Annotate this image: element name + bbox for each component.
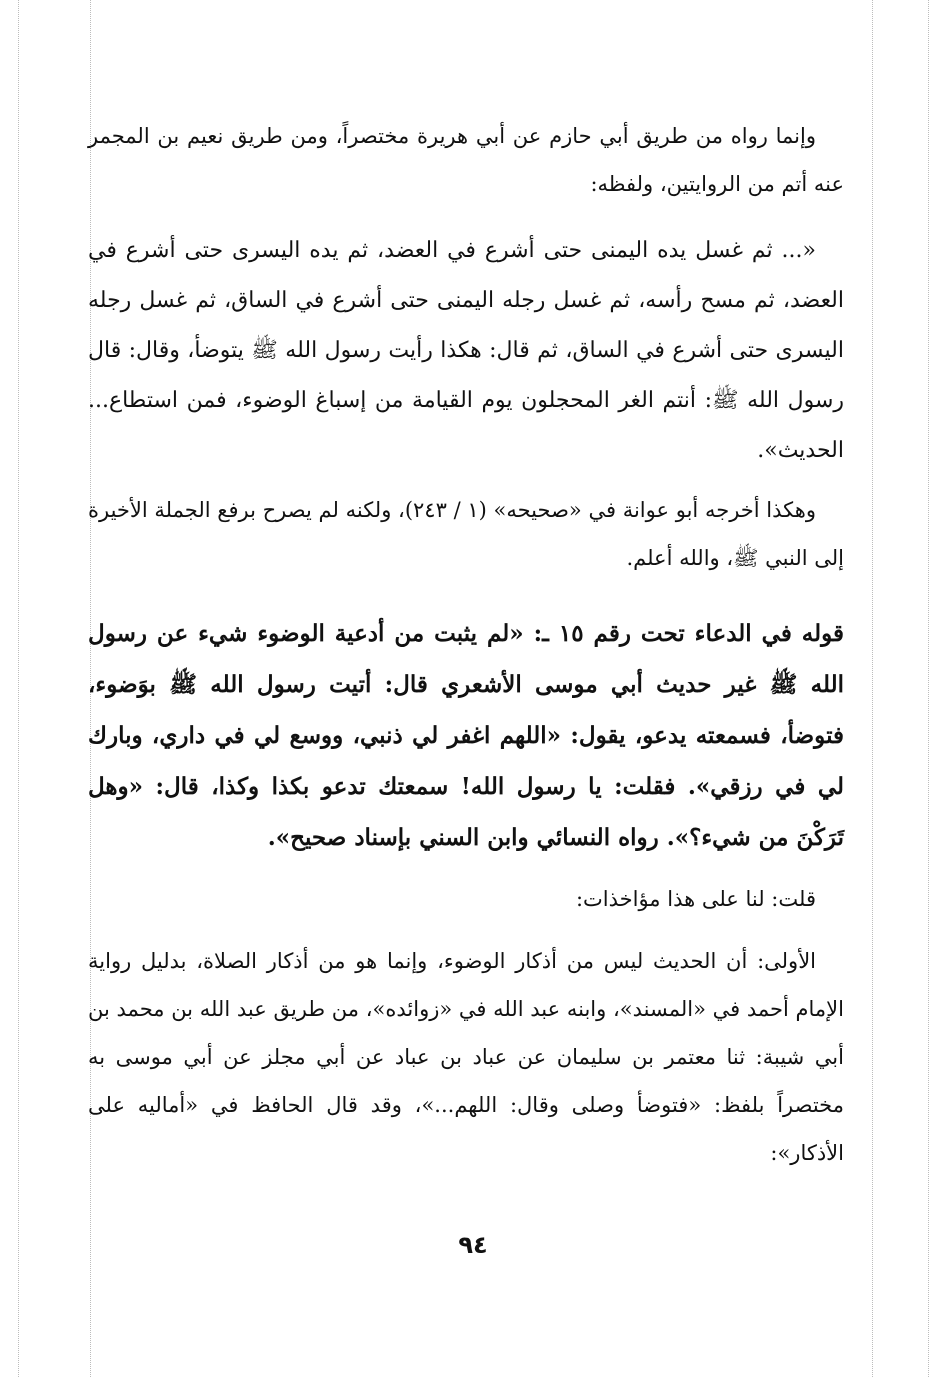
- scan-dotted-line: [872, 0, 873, 1377]
- book-page-text: [88, 112, 844, 1177]
- paragraph-objections-heading: قلت: لنا على هذا مؤاخذات:: [575, 887, 816, 911]
- paragraph-first-objection: الأولى: أن الحديث ليس من أذكار الوضوء، وإنما هو من أذكار الصلاة، بدليل رواية الإمام أحمد في «المسند»، وابنه عبد الله في «زوائده»، من طريق عبد الله بن محمد بن أبي شيبة: ثنا معتمر بن سليمان عن عباد بن عباد عن أبي مجلز عن أبي موسى به مختصراً بلفظ: «فتوضأ وصلى وقال: اللهم...»، وقد قال الحافظ في «أماليه على الأذكار»:: [88, 949, 844, 1165]
- page-number: ٩٤: [458, 1231, 488, 1259]
- scan-dotted-line: [18, 0, 19, 1377]
- paragraph-hadith-quote: «... ثم غسل يده اليمنى حتى أشرع في العضد، ثم يده اليسرى حتى أشرع في العضد، ثم مسح رأسه، ثم غسل رجله اليمنى حتى أشرع في الساق، ثم غسل رجله اليسرى حتى أشرع في الساق، ثم قال: هكذا رأيت رسول الله ﷺ يتوضأ، وقال: قال رسول الله ﷺ: أنتم الغر المحجلون يوم القيامة من إسباغ الوضوء، فمن استطاع... الحديث».: [88, 238, 844, 463]
- scan-dotted-line: [928, 0, 929, 1377]
- paragraph-dua-quote: قوله في الدعاء تحت رقم ١٥ ـ: «لم يثبت من أدعية الوضوء شيء عن رسول الله ﷺ غير حديث أبي موسى الأشعري قال: أتيت رسول الله ﷺ بوَضوء، فتوضأ، فسمعته يدعو، يقول: «اللهم اغفر لي ذنبي، ووسع لي في داري، وبارك لي في رزقي». فقلت: يا رسول الله! سمعتك تدعو بكذا وكذا، قال: «وهل تَرَكْنَ من شيء؟». رواه النسائي وابن السني بإسناد صحيح».: [88, 620, 844, 851]
- paragraph-intro: وإنما رواه من طريق أبي حازم عن أبي هريرة مختصراً، ومن طريق نعيم بن المجمر عنه أتم من الروايتين، ولفظه:: [88, 124, 844, 196]
- paragraph-abu-awana: وهكذا أخرجه أبو عوانة في «صحيحه» (١ / ٢٤٣)، ولكنه لم يصرح برفع الجملة الأخيرة إلى النبي ﷺ، والله أعلم.: [88, 498, 844, 570]
